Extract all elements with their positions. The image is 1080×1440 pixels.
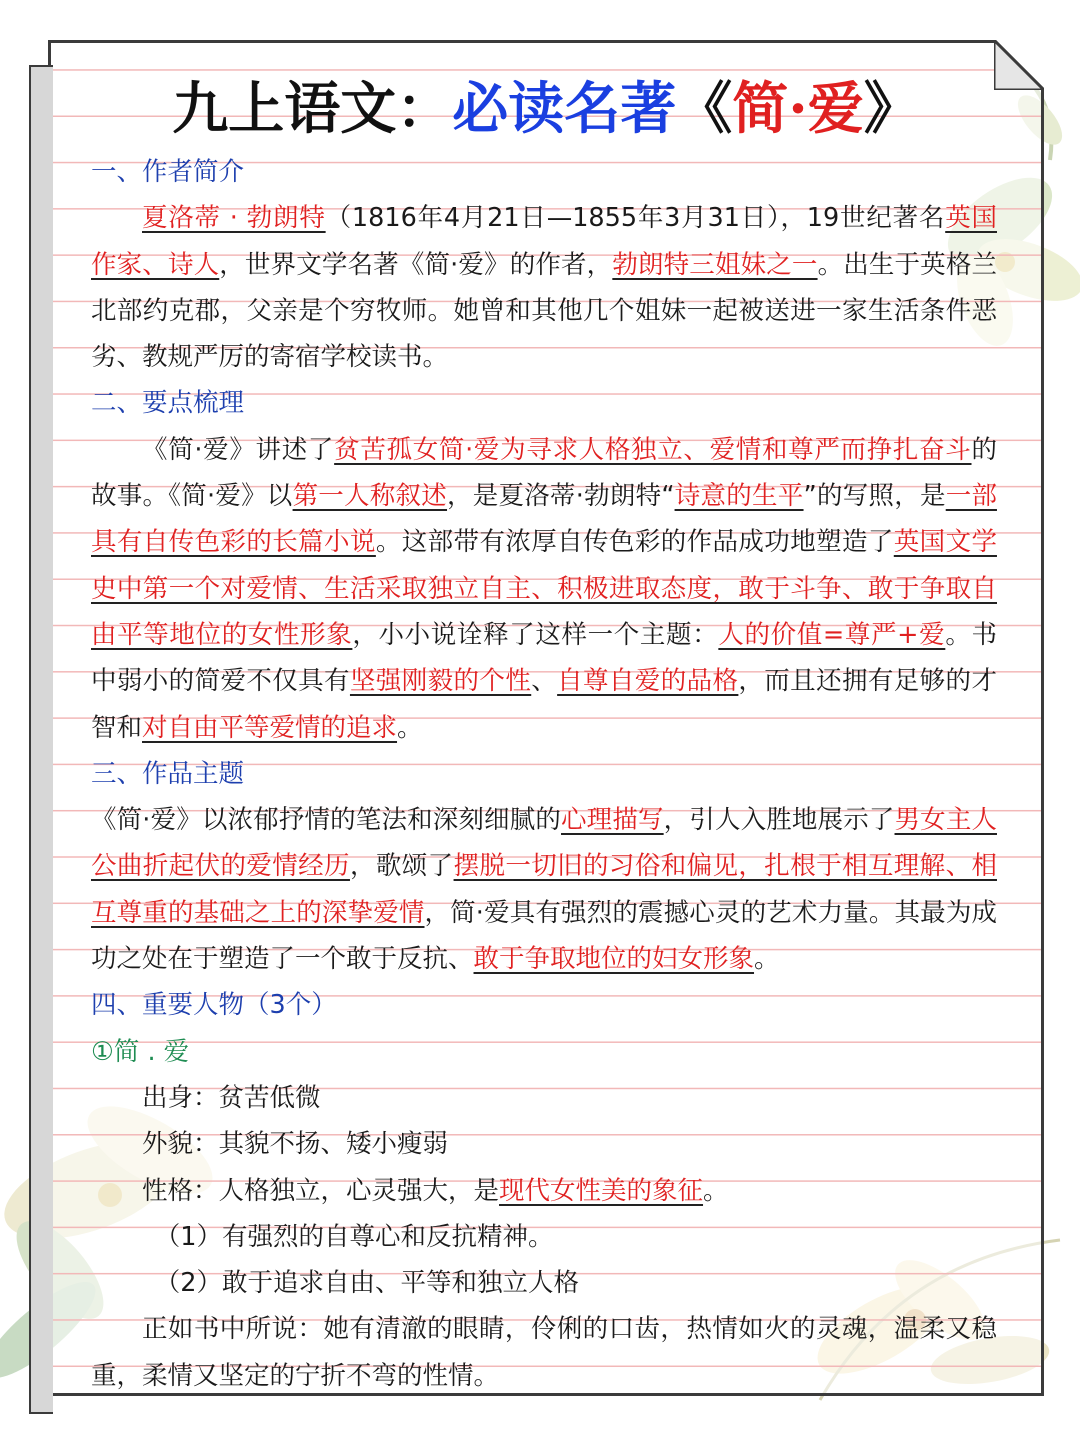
keypoints-text: ，而且还拥有足够的才智和 (91, 666, 997, 743)
keypoints-paragraph (91, 427, 997, 751)
section-heading-keypoints: 二、要点梳理 (91, 388, 245, 419)
keypoints-highlight: 英国文学史中第一个对爱情、生活采取独立自主、积极进取态度，敢于斗争、敢于争取自由平等地位的女性形象 (91, 527, 997, 650)
keypoints-highlight: 坚强刚毅的个性 (349, 666, 532, 697)
title-book-name: 简·爱 (732, 76, 864, 142)
keypoints-text: 、 (531, 666, 558, 697)
section-heading-theme: 三、作品主题 (91, 758, 245, 789)
theme-text: 。 (754, 944, 780, 975)
keypoints-text: ，是夏洛蒂·勃朗特“ (447, 481, 675, 512)
author-role-highlight: 英国作家、诗人 (91, 203, 997, 280)
content-body (91, 149, 997, 1399)
author-name-highlight: 夏洛蒂 · 勃朗特 (142, 203, 326, 234)
title-open-bracket: 《 (676, 76, 733, 142)
keypoints-highlight: 一部具有自传色彩的长篇小说 (91, 481, 997, 558)
personality-text: 。 (703, 1175, 729, 1206)
keypoints-text: 《简·爱》讲述了 (142, 434, 335, 465)
keypoints-highlight: 人的价值=尊严+爱 (718, 619, 946, 650)
keypoints-highlight: 自尊自爱的品格 (557, 666, 739, 697)
keypoints-highlight: 诗意的生平 (674, 481, 804, 512)
author-text: 。出生于英格兰北部约克郡，父亲是个穷牧师。她曾和其他几个姐妹一起被送进一家生活条件恶劣、教规严厉的寄宿学校读书。 (91, 249, 997, 373)
theme-text: ，引人入胜地展示了 (663, 805, 895, 836)
keypoints-text: ，小小说诠释了这样一个主题： (352, 619, 719, 650)
theme-text: ，简·爱具有强烈的震撼心灵的艺术力量。其最为成功之处在于塑造了一个敢于反抗、 (91, 897, 997, 975)
page-fold-corner (994, 40, 1044, 90)
keypoints-highlight: 贫苦孤女简·爱为寻求人格独立、爱情和尊严而挣扎奋斗 (334, 434, 972, 465)
character-name: ①简 . 爱 (91, 1036, 190, 1067)
character-looks: 外貌：其貌不扬、矮小瘦弱 (142, 1129, 449, 1160)
character-origin: 出身：贫苦低微 (142, 1082, 321, 1113)
bronte-sisters-highlight: 勃朗特三姐妹之一 (612, 249, 818, 280)
keypoints-text: 。书中弱小的简爱不仅具有 (91, 619, 997, 697)
author-text: ，世界文学名著《简·爱》的作者， (219, 249, 613, 280)
theme-highlight: 男女主人公曲折起伏的爱情经历 (91, 805, 997, 882)
title-close-bracket: 》 (863, 76, 920, 142)
author-text: （1816年4月21日—1855年3月31日），19世纪著名 (325, 203, 946, 234)
personality-text: 性格：人格独立，心灵强大，是 (142, 1175, 500, 1206)
lined-paper (48, 40, 1044, 1396)
character-personality (91, 1168, 997, 1214)
page-title (51, 73, 1041, 145)
author-paragraph (91, 195, 997, 380)
character-trait-2: （2）敢于追求自由、平等和独立人格 (154, 1268, 579, 1299)
keypoints-highlight: 第一人称叙述 (292, 481, 448, 512)
section-heading-author: 一、作者简介 (91, 157, 245, 187)
character-trait-1: （1）有强烈的自尊心和反抗精神。 (154, 1221, 554, 1252)
theme-highlight: 摆脱一切旧的习俗和偏见，扎根于相互理解、相互尊重的基础之上的深挚爱情 (91, 851, 997, 928)
keypoints-text: 。 (397, 712, 423, 743)
character-quote: 正如书中所说：她有清澈的眼睛，伶俐的口齿，热情如火的灵魂，温柔又稳重，柔情又坚定的宁折不弯的性情。 (91, 1314, 997, 1391)
keypoints-text: 。这部带有浓厚自传色彩的作品成功地塑造了 (375, 527, 894, 558)
keypoints-text: ”的写照，是 (803, 481, 946, 512)
section-heading-characters: 四、重要人物（3个） (91, 990, 337, 1021)
theme-text: ，歌颂了 (349, 851, 454, 882)
personality-highlight: 现代女性美的象征 (499, 1175, 704, 1206)
keypoints-text: 的故事。《简·爱》以 (91, 434, 998, 512)
theme-highlight: 敢于争取地位的妇女形象 (473, 944, 755, 975)
title-prefix: 九上语文： (172, 76, 453, 142)
theme-paragraph (91, 797, 997, 982)
title-highlight: 必读名著 (452, 76, 677, 142)
keypoints-highlight: 对自由平等爱情的追求 (142, 712, 398, 743)
theme-text: 《简·爱》以浓郁抒情的笔法和深刻细腻的 (91, 805, 562, 836)
theme-highlight: 心理描写 (561, 805, 664, 836)
